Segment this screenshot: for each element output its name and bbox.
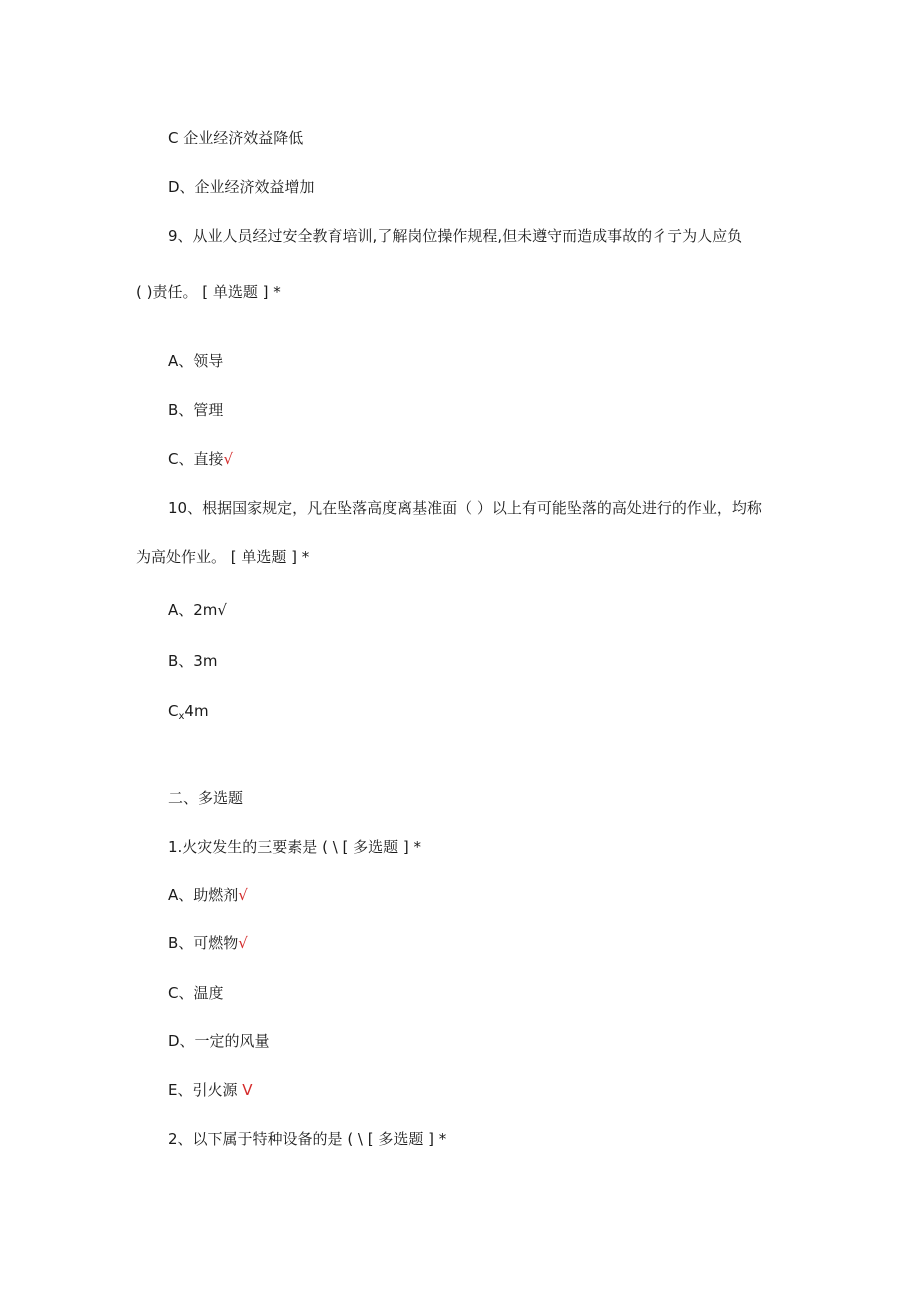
section-title [168,788,243,808]
option-text: A、助燃剂 [168,886,239,904]
q10-option-b [168,651,217,671]
option-text: C 企业经济效益降低 [168,129,304,147]
question-line: 10、根据国家规定，凡在坠落高度离基准面（ ）以上有可能坠落的高处进行的作业，均称 [168,499,762,517]
option-d [168,177,315,197]
m1-option-b [168,933,248,953]
section-title-text: 二、多选题 [168,789,244,807]
q10-option-c [168,701,209,727]
check-mark: V [242,1081,253,1099]
option-text: A、领导 [168,352,224,370]
m1-option-e [168,1080,253,1100]
multi-question-1-text [168,837,421,857]
check-mark: √ [223,450,234,468]
option-text: C、直接 [168,450,224,468]
option-text: D、一定的风量 [168,1032,270,1050]
option-text: E、引火源 [168,1081,243,1099]
option-text: C、温度 [168,984,224,1002]
multi-question-2-text [168,1129,446,1149]
question-line: 为高处作业。 [ 单选题 ] * [136,548,310,566]
question-line: 9、从业人员经过安全教育培训,了解岗位操作规程,但未遵守而造成事故的彳亍为人应负 [168,227,743,245]
option-text: B、可燃物 [168,934,239,952]
m1-option-c [168,983,223,1003]
question-10-text [168,498,762,518]
m1-option-d [168,1031,270,1051]
question-line: 2、以下属于特种设备的是 ( \ [ 多选题 ] * [168,1130,447,1148]
question-line: 1.火灾发生的三要素是 ( \ [ 多选题 ] * [168,838,422,856]
check-mark: √ [238,934,248,952]
question-9-text [168,226,742,246]
q9-option-c [168,449,233,469]
option-prefix: C [168,702,179,720]
option-c [168,128,303,148]
m1-option-a [168,885,248,905]
option-subscript: x [178,711,185,722]
option-text: B、3m [168,652,218,670]
option-text: B、管理 [168,401,224,419]
q10-option-a [168,600,227,620]
question-line: ( )责任。 [ 单选题 ] * [136,283,281,301]
check-mark: √ [238,886,248,904]
q9-option-b [168,400,223,420]
option-text: 4m [184,702,209,720]
option-text: A、2m√ [168,601,227,619]
option-text: D、企业经济效益增加 [168,178,315,196]
question-10-text-cont [136,547,309,567]
question-9-text-cont [136,282,281,302]
q9-option-a [168,351,223,371]
